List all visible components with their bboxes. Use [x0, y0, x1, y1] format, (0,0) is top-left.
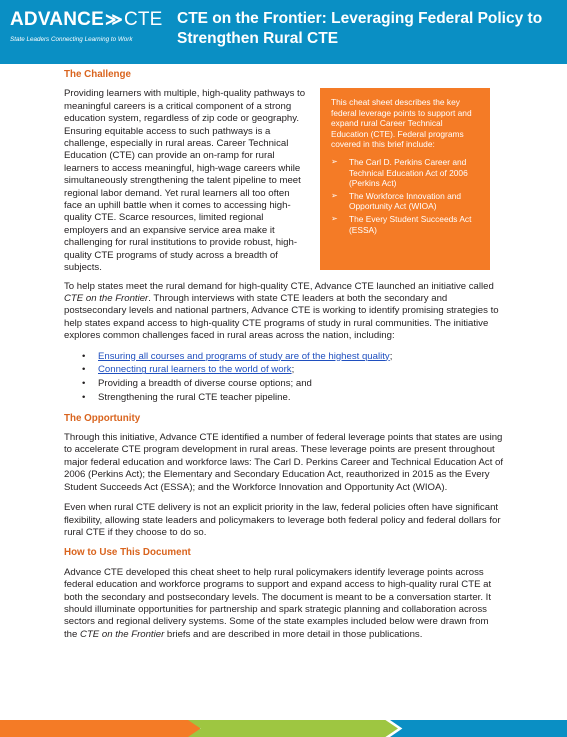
- list-item: ➢ The Every Student Succeeds Act (ESSA): [331, 213, 472, 235]
- callout-list: [331, 157, 479, 235]
- howto-paragraph: Advance CTE developed this cheat sheet to help rural policymakers identify leverage points across federal education and workforce programs to support and expand access to high-quality rural CTE at both the secondary and postsecondary levels. The document is meant to be a conversation starter. It should illuminate opportunities for partnership and spark strategic planning and collaboration across sectors and regional delivery systems. Some of the state examples included below were drawn from the CTE on the Frontier briefs and are described in more detail in those publications.: [64, 566, 492, 640]
- list-item: • Providing a breadth of diverse course options; and: [82, 378, 312, 390]
- opportunity-paragraph-1: Through this initiative, Advance CTE identified a number of federal leverage points that states are using to accelerate CTE program development in rural areas. These leverage points are present throughout major federal education and workforce laws: The Carl D. Perkins Career and Technical Education Act of 2006 (Perkins Act); the Elementary and Secondary Education Act, reauthorized in 2015 as the Every Student Succeeds Act (ESSA); and the Workforce Innovation and Opportunity Act (WIOA).: [64, 432, 504, 493]
- footer-orange-segment: [0, 720, 200, 737]
- arrowhead-bullet-icon: ➢: [331, 156, 338, 166]
- challenge-paragraph-1: Providing learners with multiple, high-quality pathways to meaningful careers is a critical component of a strong education system, regardless of zip code or geography. Ensuring equitable access to such pathways is a challenge, especially in rural areas. Career Technical Education (CTE) can provide an on-ramp for rural learners to access meaningful, high-wage careers while simultaneously strengthening the talent pipeline to meet regional labor demand. Yet rural learners all too often face an uphill battle when it comes to accessing high-quality CTE. Scarce resources, limited regional employers and an expansive service area make it challenging for rural institutions to provide robust, high-quality CTE programs of study across a breadth of subjects.: [64, 88, 306, 274]
- list-item: ➢ The Carl D. Perkins Career and Technical Education Act of 2006 (Perkins Act): [331, 156, 468, 189]
- challenge-bullet-list: [64, 351, 504, 405]
- summary-callout-box: [320, 88, 490, 270]
- list-item: • Strengthening the rural CTE teacher pipeline.: [82, 392, 291, 404]
- footer-color-band: [0, 720, 567, 737]
- logo-cte-text: CTE: [123, 9, 163, 30]
- link-highest-quality[interactable]: Ensuring all courses and programs of study are of the highest quality: [98, 350, 390, 362]
- bullet-icon: •: [82, 364, 86, 376]
- bullet-icon: •: [82, 392, 86, 404]
- challenge-intro-column: [64, 88, 310, 274]
- footer-green-segment: [188, 720, 398, 737]
- link-world-of-work[interactable]: Connecting rural learners to the world of work: [98, 364, 292, 376]
- list-item: ➢ The Workforce Innovation and Opportunity Act (WIOA): [331, 190, 462, 212]
- opportunity-heading: The Opportunity: [64, 412, 141, 424]
- advance-cte-logo: [10, 9, 163, 31]
- howto-heading: How to Use This Document: [64, 547, 191, 559]
- initiative-name: CTE on the Frontier: [64, 292, 149, 304]
- list-item[interactable]: • Ensuring all courses and programs of study are of the highest quality;: [82, 350, 393, 362]
- list-item[interactable]: • Connecting rural learners to the world of work;: [82, 364, 295, 376]
- callout-intro: This cheat sheet describes the key federal leverage points to support and expand rural Career Technical Education (CTE). Federal programs covered in this brief include:: [331, 97, 472, 150]
- logo-advance-text: ADVANCE: [10, 9, 104, 30]
- opportunity-paragraph-2: Even when rural CTE delivery is not an explicit priority in the law, federal policies often have significant flexibility, allowing state leaders and policymakers to leverage both federal policy and federal dollars for rural CTE if they choose to do so.: [64, 502, 501, 538]
- page-title: CTE on the Frontier: Leveraging Federal Policy to Strengthen Rural CTE: [177, 10, 543, 47]
- arrowhead-bullet-icon: ➢: [331, 213, 338, 223]
- challenge-heading: The Challenge: [64, 69, 131, 80]
- bullet-icon: •: [82, 350, 86, 362]
- initiative-name: CTE on the Frontier: [80, 628, 165, 640]
- logo-tagline: State Leaders Connecting Learning to Work: [10, 36, 133, 43]
- footer-blue-segment: [390, 720, 567, 737]
- bullet-icon: •: [82, 378, 86, 390]
- page-header: [0, 0, 567, 64]
- double-chevron-icon: ≫: [104, 10, 123, 29]
- arrowhead-bullet-icon: ➢: [331, 190, 338, 200]
- challenge-paragraph-2: To help states meet the rural demand for high-quality CTE, Advance CTE launched an initiative called CTE on the Frontier. Through interviews with state CTE leaders at both the secondary and postsecondary levels and national partners, Advance CTE is working to identify promising strategies to help states expand access to high-quality CTE programs of study in rural communities. The initiative explores common challenges faced in rural areas across the nation, including:: [64, 280, 499, 342]
